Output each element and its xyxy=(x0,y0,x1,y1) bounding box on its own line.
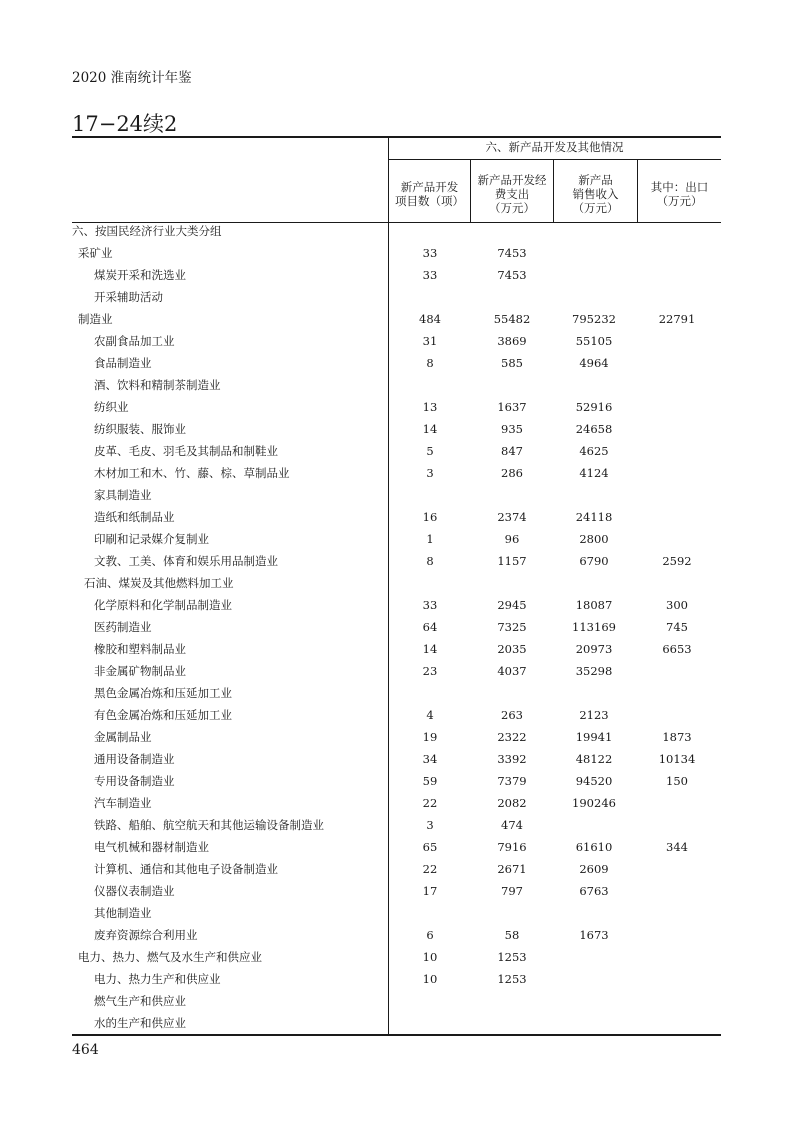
cell-sales-revenue: 6763 xyxy=(579,884,609,898)
cell-expenditure: 935 xyxy=(501,422,523,436)
table-row xyxy=(72,396,721,418)
cell-expenditure: 474 xyxy=(501,818,523,832)
cell-sales-revenue: 20973 xyxy=(575,642,613,656)
cell-sales-revenue: 35298 xyxy=(575,664,613,678)
cell-sales-revenue: 94520 xyxy=(575,774,613,788)
cell-sales-revenue: 2123 xyxy=(579,708,609,722)
row-label: 纺织服装、服饰业 xyxy=(94,422,186,436)
cell-projects: 59 xyxy=(422,774,438,788)
cell-expenditure: 2671 xyxy=(497,862,527,876)
row-label: 电力、热力生产和供应业 xyxy=(94,972,221,986)
row-label: 食品制造业 xyxy=(94,356,152,370)
row-label: 金属制品业 xyxy=(94,730,152,744)
cell-export: 10134 xyxy=(658,752,696,766)
table-row xyxy=(72,572,721,594)
row-label: 通用设备制造业 xyxy=(94,752,175,766)
row-label: 文教、工美、体育和娱乐用品制造业 xyxy=(94,554,278,568)
cell-sales-revenue: 61610 xyxy=(575,840,613,854)
cell-projects: 34 xyxy=(422,752,438,766)
cell-projects: 484 xyxy=(419,312,441,326)
cell-expenditure: 585 xyxy=(501,356,523,370)
column-header-expenditure: 新产品开发经 费支出 （万元） xyxy=(477,173,547,215)
table-row xyxy=(72,418,721,440)
column-header-export: 其中：出口 （万元） xyxy=(650,180,709,208)
column-group-header: 六、新产品开发及其他情况 xyxy=(485,140,624,154)
cell-export: 6653 xyxy=(662,642,692,656)
cell-projects: 1 xyxy=(426,532,434,546)
table-row xyxy=(72,506,721,528)
table-bottom-rule xyxy=(72,1034,721,1036)
cell-projects: 23 xyxy=(422,664,438,678)
table-row xyxy=(72,924,721,946)
section-title: 六、按国民经济行业大类分组 xyxy=(72,224,222,238)
table-row xyxy=(72,550,721,572)
row-label: 医药制造业 xyxy=(94,620,152,634)
column-header-projects: 新产品开发 项目数（项） xyxy=(395,180,464,208)
cell-sales-revenue: 795232 xyxy=(572,312,616,326)
cell-sales-revenue: 55105 xyxy=(575,334,613,348)
table-row xyxy=(72,792,721,814)
cell-export: 150 xyxy=(666,774,688,788)
table-row xyxy=(72,440,721,462)
cell-expenditure: 2945 xyxy=(497,598,527,612)
row-label: 酒、饮料和精制茶制造业 xyxy=(94,378,221,392)
table-row xyxy=(72,528,721,550)
cell-sales-revenue: 190246 xyxy=(572,796,616,810)
cell-expenditure: 1253 xyxy=(497,972,527,986)
cell-projects: 33 xyxy=(422,598,438,612)
row-label: 石油、煤炭及其他燃料加工业 xyxy=(84,576,234,590)
table-row xyxy=(72,858,721,880)
row-label: 造纸和纸制品业 xyxy=(94,510,175,524)
cell-projects: 10 xyxy=(422,950,438,964)
row-label: 化学原料和化学制品制造业 xyxy=(94,598,232,612)
cell-projects: 19 xyxy=(422,730,438,744)
table-row xyxy=(72,594,721,616)
row-label: 计算机、通信和其他电子设备制造业 xyxy=(94,862,278,876)
row-label: 汽车制造业 xyxy=(94,796,152,810)
row-label: 木材加工和木、竹、藤、棕、草制品业 xyxy=(94,466,290,480)
table-row xyxy=(72,660,721,682)
row-label: 采矿业 xyxy=(78,246,113,260)
cell-sales-revenue: 4625 xyxy=(579,444,609,458)
table-row xyxy=(72,484,721,506)
cell-projects: 8 xyxy=(426,554,434,568)
table-row xyxy=(72,770,721,792)
row-label: 铁路、船舶、航空航天和其他运输设备制造业 xyxy=(94,818,324,832)
cell-expenditure: 7325 xyxy=(497,620,527,634)
cell-expenditure: 55482 xyxy=(493,312,531,326)
table-row xyxy=(72,462,721,484)
cell-expenditure: 96 xyxy=(504,532,520,546)
cell-sales-revenue: 4124 xyxy=(579,466,609,480)
cell-expenditure: 797 xyxy=(501,884,523,898)
cell-projects: 31 xyxy=(422,334,438,348)
cell-expenditure: 7453 xyxy=(497,268,527,282)
cell-expenditure: 1253 xyxy=(497,950,527,964)
cell-expenditure: 1157 xyxy=(497,554,527,568)
table-row xyxy=(72,616,721,638)
cell-projects: 10 xyxy=(422,972,438,986)
cell-sales-revenue: 52916 xyxy=(575,400,613,414)
cell-sales-revenue: 19941 xyxy=(575,730,613,744)
table-row xyxy=(72,968,721,990)
cell-projects: 14 xyxy=(422,422,438,436)
cell-sales-revenue: 48122 xyxy=(575,752,613,766)
cell-projects: 6 xyxy=(426,928,434,942)
cell-export: 745 xyxy=(666,620,688,634)
table-row xyxy=(72,638,721,660)
table-row xyxy=(72,990,721,1012)
cell-expenditure: 286 xyxy=(501,466,523,480)
table-id: 17−24续2 xyxy=(72,112,178,136)
table-row xyxy=(72,836,721,858)
cell-expenditure: 58 xyxy=(504,928,520,942)
row-label: 仪器仪表制造业 xyxy=(94,884,175,898)
table-row xyxy=(72,352,721,374)
table-row xyxy=(72,880,721,902)
cell-projects: 3 xyxy=(426,818,434,832)
column-header-sales-revenue: 新产品 销售收入 （万元） xyxy=(572,173,619,215)
cell-export: 22791 xyxy=(658,312,696,326)
row-label: 开采辅助活动 xyxy=(94,290,163,304)
row-label: 纺织业 xyxy=(94,400,129,414)
cell-export: 344 xyxy=(666,840,688,854)
cell-export: 300 xyxy=(666,598,688,612)
cell-projects: 33 xyxy=(422,268,438,282)
cell-export: 1873 xyxy=(662,730,692,744)
cell-expenditure: 2035 xyxy=(497,642,527,656)
table-row xyxy=(72,308,721,330)
cell-projects: 4 xyxy=(426,708,434,722)
row-label: 家具制造业 xyxy=(94,488,152,502)
cell-sales-revenue: 2800 xyxy=(579,532,609,546)
cell-expenditure: 263 xyxy=(501,708,523,722)
cell-projects: 22 xyxy=(422,862,438,876)
table-row xyxy=(72,748,721,770)
yearbook-title: 2020 淮南统计年鉴 xyxy=(72,70,192,86)
cell-sales-revenue: 113169 xyxy=(572,620,616,634)
row-label: 印刷和记录媒介复制业 xyxy=(94,532,209,546)
table-row xyxy=(72,814,721,836)
table-row xyxy=(72,946,721,968)
cell-sales-revenue: 4964 xyxy=(579,356,609,370)
cell-expenditure: 847 xyxy=(501,444,523,458)
cell-projects: 14 xyxy=(422,642,438,656)
cell-sales-revenue: 24658 xyxy=(575,422,613,436)
cell-projects: 16 xyxy=(422,510,438,524)
cell-expenditure: 7916 xyxy=(497,840,527,854)
cell-expenditure: 7453 xyxy=(497,246,527,260)
row-label: 橡胶和塑料制品业 xyxy=(94,642,186,656)
row-label: 有色金属冶炼和压延加工业 xyxy=(94,708,232,722)
table-row xyxy=(72,264,721,286)
table-row xyxy=(72,1012,721,1034)
section-title-row xyxy=(72,220,721,242)
row-label: 废弃资源综合利用业 xyxy=(94,928,198,942)
cell-projects: 5 xyxy=(426,444,434,458)
row-label: 专用设备制造业 xyxy=(94,774,175,788)
cell-export: 2592 xyxy=(662,554,692,568)
row-label: 非金属矿物制品业 xyxy=(94,664,186,678)
cell-expenditure: 2322 xyxy=(497,730,527,744)
cell-expenditure: 2374 xyxy=(497,510,527,524)
row-label: 水的生产和供应业 xyxy=(94,1016,186,1030)
table-row xyxy=(72,682,721,704)
group-header-rule xyxy=(388,159,721,160)
row-label: 黑色金属冶炼和压延加工业 xyxy=(94,686,232,700)
cell-expenditure: 3392 xyxy=(497,752,527,766)
cell-sales-revenue: 24118 xyxy=(575,510,613,524)
row-label: 燃气生产和供应业 xyxy=(94,994,186,1008)
row-label: 皮革、毛皮、羽毛及其制品和制鞋业 xyxy=(94,444,278,458)
cell-projects: 64 xyxy=(422,620,438,634)
table-row xyxy=(72,330,721,352)
table-row xyxy=(72,374,721,396)
cell-projects: 8 xyxy=(426,356,434,370)
row-label: 电力、热力、燃气及水生产和供应业 xyxy=(78,950,262,964)
cell-expenditure: 1637 xyxy=(497,400,527,414)
table-row xyxy=(72,242,721,264)
row-label: 煤炭开采和洗选业 xyxy=(94,268,186,282)
row-label: 制造业 xyxy=(78,312,113,326)
cell-expenditure: 4037 xyxy=(497,664,527,678)
row-label: 电气机械和器材制造业 xyxy=(94,840,209,854)
cell-projects: 17 xyxy=(422,884,438,898)
cell-projects: 22 xyxy=(422,796,438,810)
row-label: 其他制造业 xyxy=(94,906,152,920)
cell-sales-revenue: 18087 xyxy=(575,598,613,612)
table-row xyxy=(72,726,721,748)
cell-expenditure: 3869 xyxy=(497,334,527,348)
page-number: 464 xyxy=(72,1042,99,1058)
cell-projects: 13 xyxy=(422,400,438,414)
row-label: 农副食品加工业 xyxy=(94,334,175,348)
cell-sales-revenue: 6790 xyxy=(579,554,609,568)
cell-projects: 65 xyxy=(422,840,438,854)
cell-expenditure: 2082 xyxy=(497,796,527,810)
cell-sales-revenue: 2609 xyxy=(579,862,609,876)
cell-expenditure: 7379 xyxy=(497,774,527,788)
table-row xyxy=(72,704,721,726)
table-row xyxy=(72,902,721,924)
cell-projects: 33 xyxy=(422,246,438,260)
table-row xyxy=(72,286,721,308)
cell-sales-revenue: 1673 xyxy=(579,928,609,942)
cell-projects: 3 xyxy=(426,466,434,480)
